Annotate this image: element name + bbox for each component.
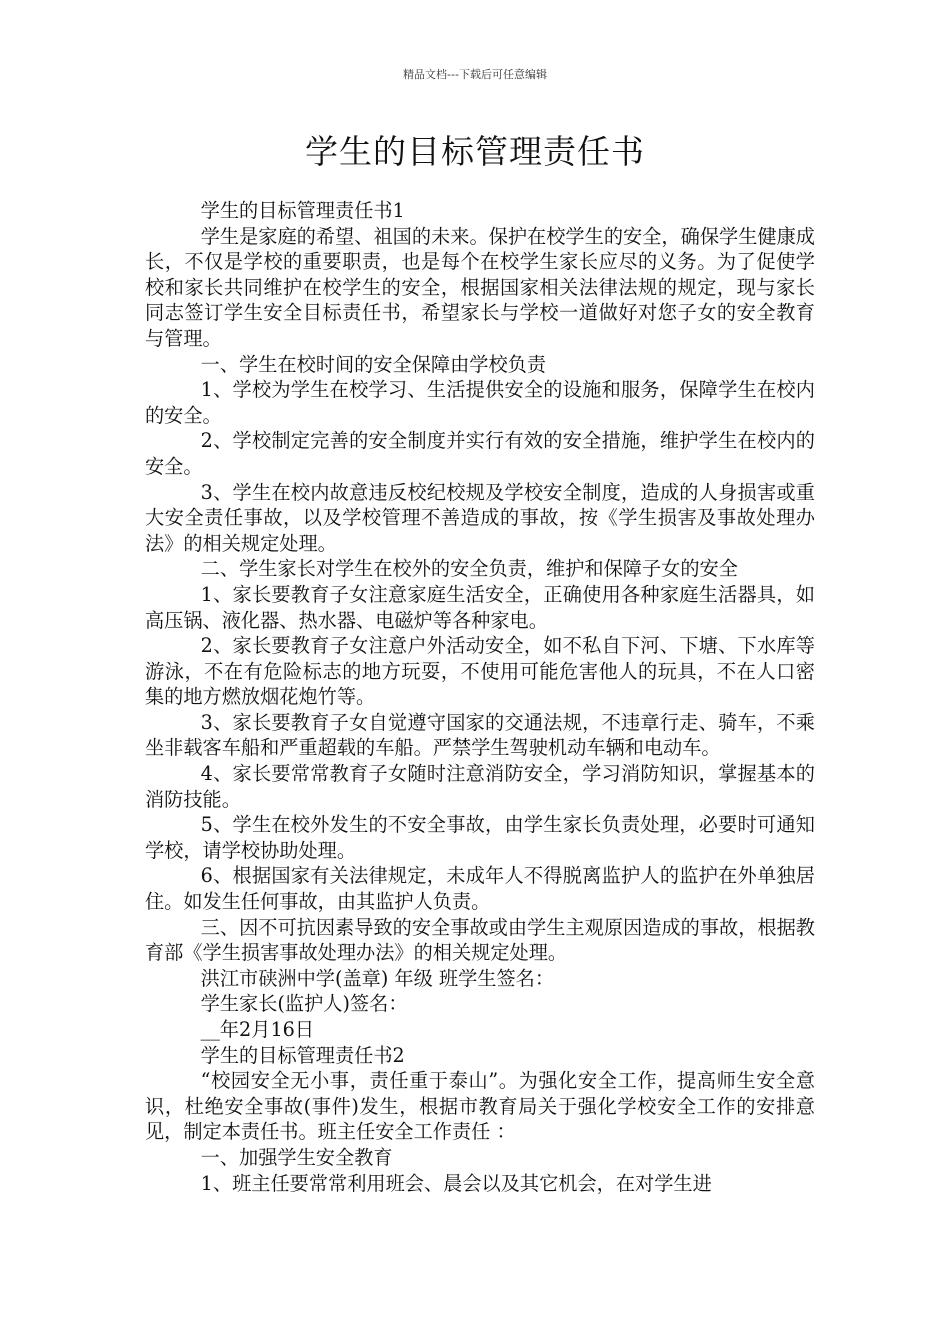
document-body [145, 198, 815, 1196]
intro-paragraph: 学生是家庭的希望、祖国的未来。保护在校学生的安全，确保学生健康成长，不仅是学校的重要职责，也是每个在校学生家长应尽的义务。为了促使学校和家长共同维护在校学生的安全，根据国家相关法律法规的规定，现与家长同志签订学生安全目标责任书，希望家长与学校一道做好对您子女的安全教育与管理。 [145, 224, 815, 350]
clause-item: 1、班主任要常常利用班会、晨会以及其它机会，在对学生进 [200, 1171, 712, 1195]
clause-item: 2、学校制定完善的安全制度并实行有效的安全措施，维护学生在校内的安全。 [145, 429, 815, 478]
intro-paragraph-2: “校园安全无小事，责任重于泰山”。为强化安全工作，提高师生安全意识，杜绝安全事故(事件)发生，根据市教育局关于强化学校安全工作的安排意见，制定本责任书。班主任安全工作责任 ： [145, 1069, 815, 1144]
clause-heading-1: 一、学生在校时间的安全保障由学校负责 [200, 352, 547, 376]
clause-item: 1、家长要教育子女注意家庭生活安全，正确使用各种家庭生活器具，如高压锅、液化器、热水器、电磁炉等各种家电。 [145, 582, 815, 632]
signature-line-parent: 学生家长(监护人)签名： [200, 992, 408, 1016]
clause-item: 3、家长要教育子女自觉遵守国家的交通法规，不违章行走、骑车，不乘坐非载客车船和严重超载的车船。严禁学生驾驶机动车辆和电动车。 [145, 710, 815, 760]
header-note: 精品文档---下载后可任意编辑 [403, 68, 547, 81]
clause-item: 3、学生在校内故意违反校纪校规及学校安全制度，造成的人身损害或重大安全责任事故，以及学校管理不善造成的事故，按《学生损害及事故处理办法》的相关规定处理。 [145, 480, 815, 555]
section-heading-1: 学生的目标管理责任书1 [200, 199, 405, 222]
clause-item: 5、学生在校外发生的不安全事故，由学生家长负责处理，必要时可通知学校，请学校协助处理。 [145, 813, 815, 862]
date-line: __年2月16日 [200, 1018, 315, 1041]
clause-heading-2: 二、学生家长对学生在校外的安全负责，维护和保障子女的安全 [200, 557, 738, 581]
clause-item: 1、学校为学生在校学习、生活提供安全的设施和服务，保障学生在校内的安全。 [145, 378, 815, 427]
signature-line-school: 洪江市硖洲中学(盖章) 年级 班学生签名： [200, 966, 555, 990]
clause-item: 4、家长要常常教育子女随时注意消防安全，学习消防知识，掌握基本的消防技能。 [145, 762, 815, 811]
document-title: 学生的目标管理责任书 [305, 132, 645, 171]
section-heading-2: 学生的目标管理责任书2 [200, 1043, 405, 1067]
clause-heading-4: 一、加强学生安全教育 [200, 1145, 393, 1169]
clause-item: 6、根据国家有关法律规定，未成年人不得脱离监护人的监护在外单独居住。如发生任何事故，由其监护人负责。 [145, 864, 815, 914]
clause-heading-3: 三、因不可抗因素导致的安全事故或由学生主观原因造成的事故，根据教育部《学生损害事故处理办法》的相关规定处理。 [145, 915, 815, 965]
clause-item: 2、家长要教育子女注意户外活动安全，如不私自下河、下塘、下水库等游泳，不在有危险标志的地方玩耍，不使用可能危害他人的玩具，不在人口密集的地方燃放烟花炮竹等。 [145, 634, 815, 709]
